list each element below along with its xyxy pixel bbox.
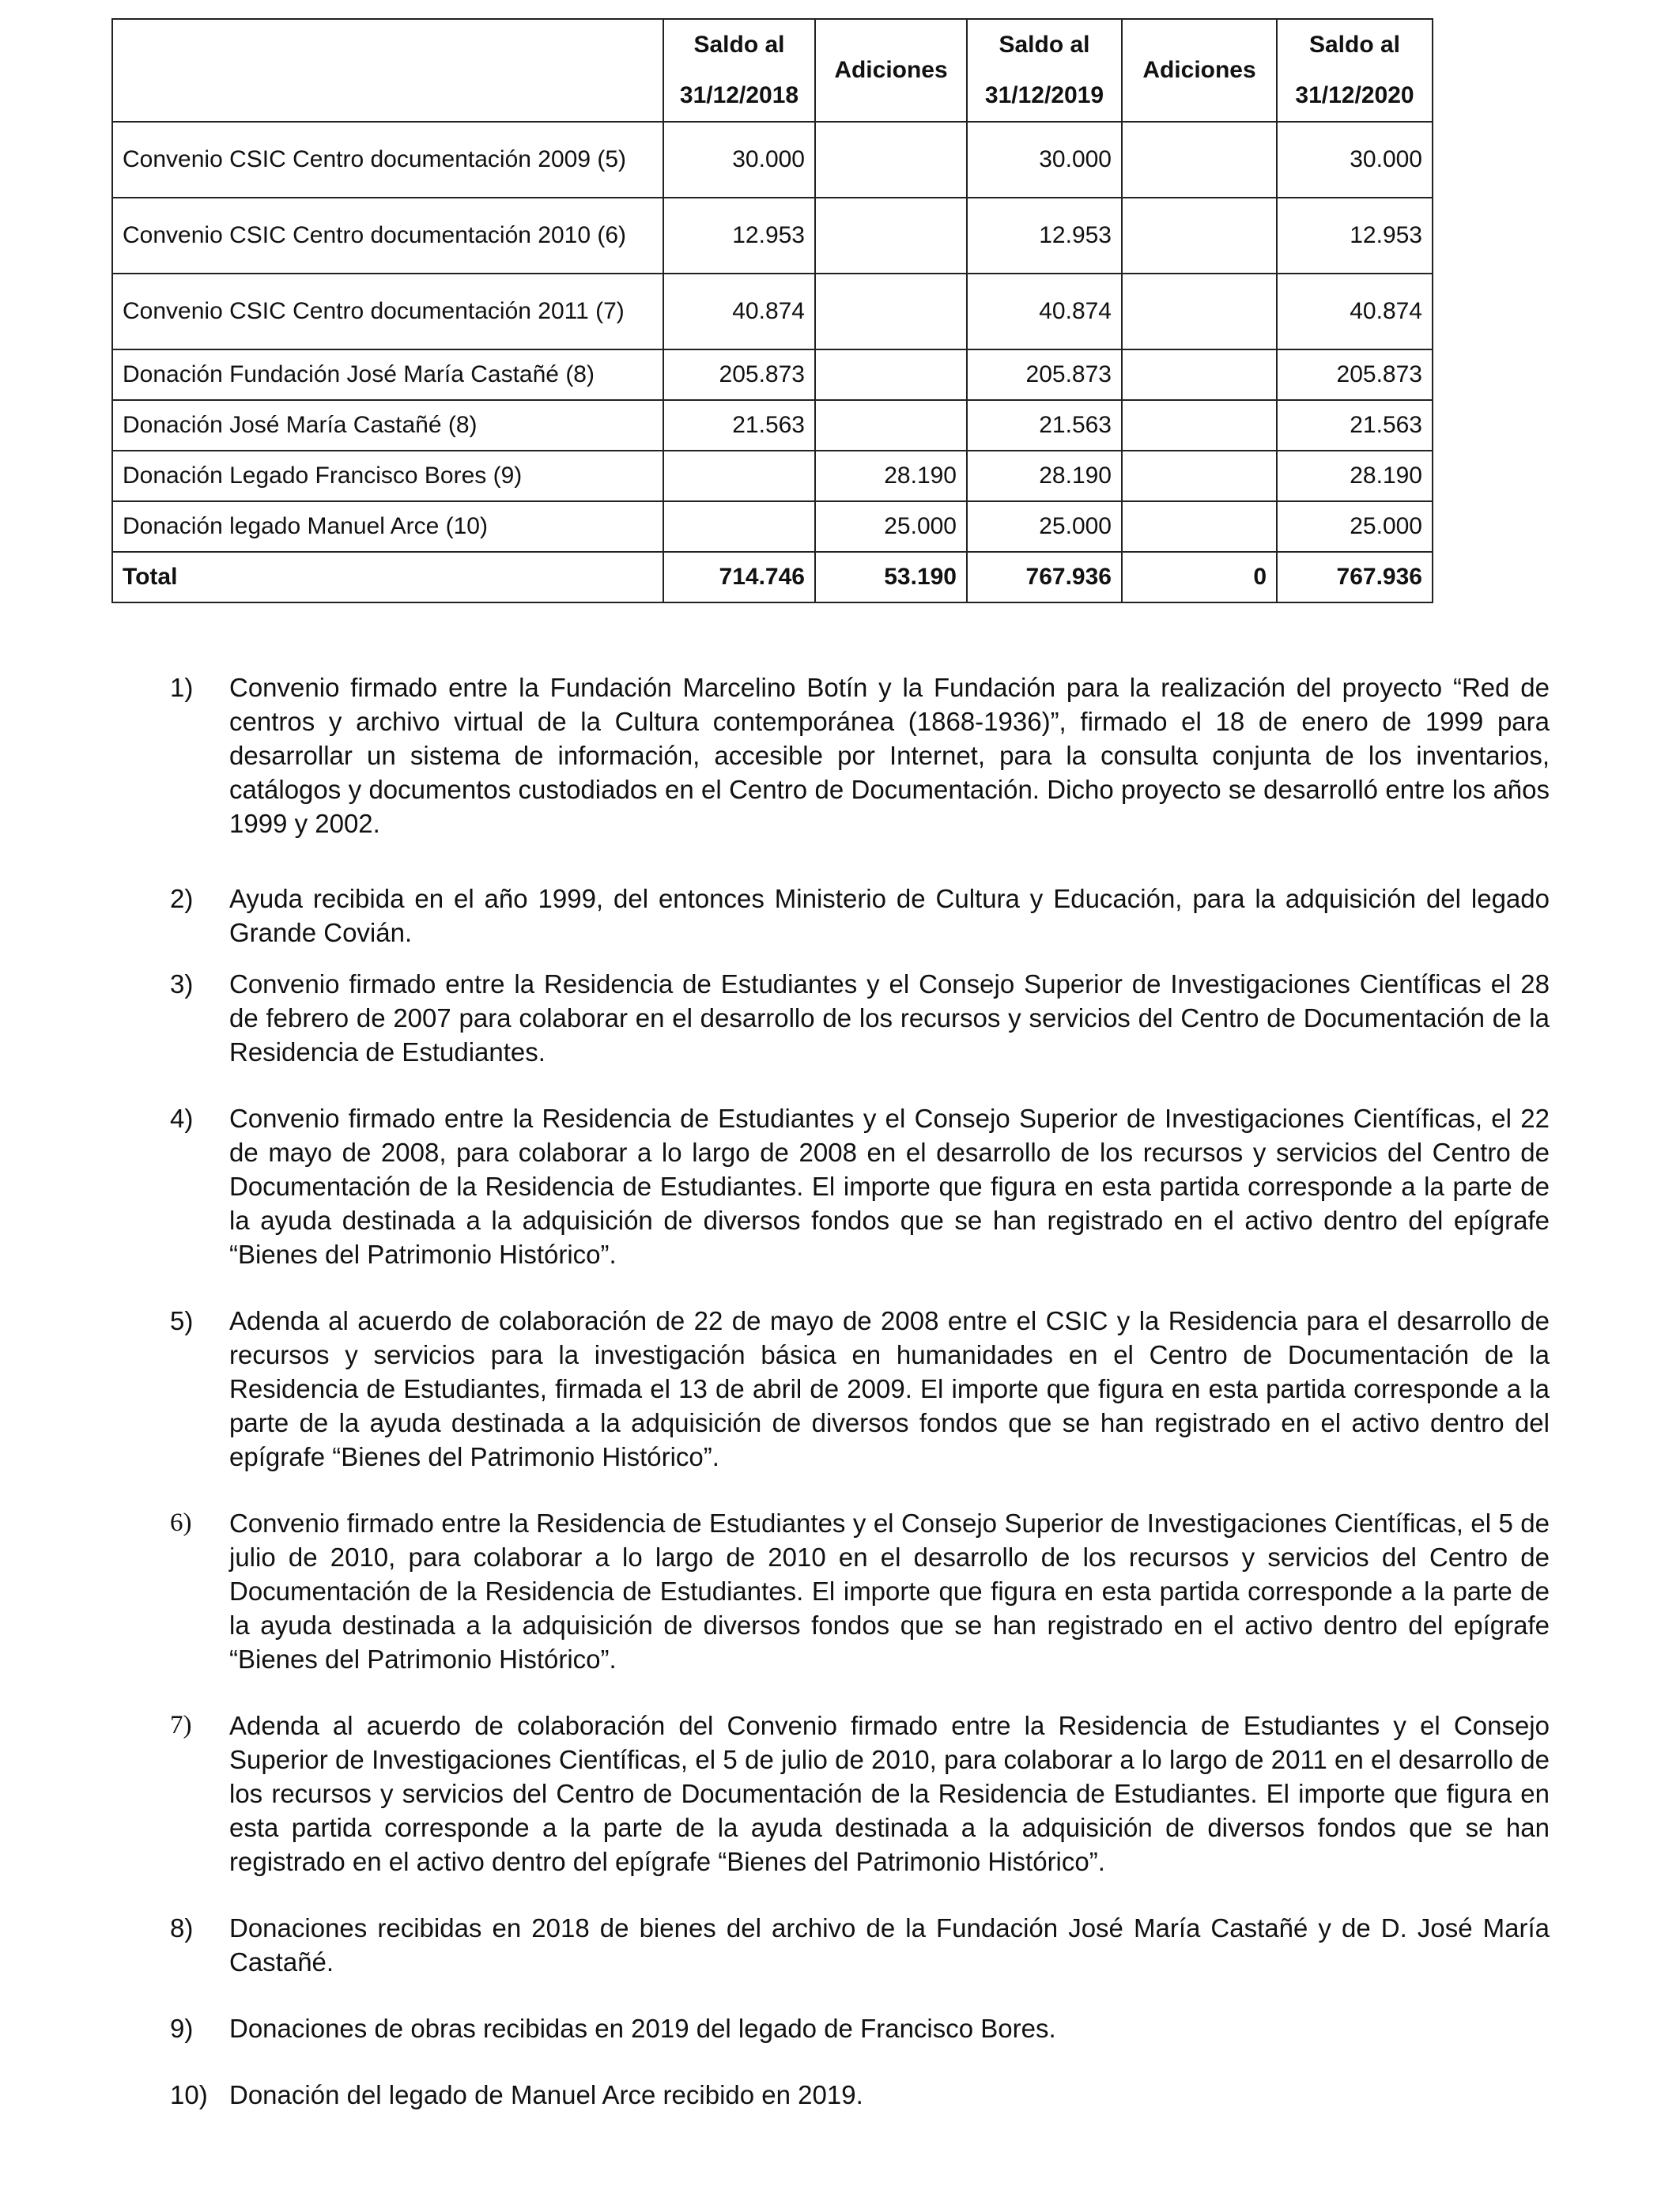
- footnote-number: 2): [170, 884, 194, 913]
- footnote-text: Convenio firmado entre la Residencia de Estudiantes y el Consejo Superior de Investigaciones Científicas, el 22 de mayo de 2008, para colaborar a lo largo de 2008 en el desarrollo de los recursos y servicios del Centro de Documentación de la Residencia de Estudiantes. El importe que figura en esta partida corresponde a la parte de la ayuda destinada a la adquisición de diversos fondos que se han registrado en el activo dentro del epígrafe “Bienes del Patrimonio Histórico”.: [229, 1104, 1550, 1269]
- footnote-number: 6): [170, 1509, 192, 1537]
- cell-adiciones-2020: [1122, 198, 1277, 274]
- header-label-col: [112, 19, 663, 122]
- cell-adiciones-2020: [1122, 400, 1277, 451]
- cell-adiciones-2019: 25.000: [815, 501, 967, 552]
- total-label: Total: [112, 552, 663, 602]
- table-header-row: [112, 19, 1433, 122]
- cell-saldo-2018: 12.953: [663, 198, 815, 274]
- footnote-text: Donaciones de obras recibidas en 2019 del legado de Francisco Bores.: [229, 2014, 1056, 2043]
- footnote-7: [170, 1709, 1550, 1879]
- footnote-9: [170, 2011, 1550, 2045]
- total-saldo-2018: 714.746: [663, 552, 815, 602]
- footnote-number: 7): [170, 1711, 192, 1739]
- header-saldo-2020: Saldo al 31/12/2020: [1277, 19, 1433, 122]
- cell-saldo-2019: 28.190: [967, 451, 1122, 501]
- cell-saldo-2020: 28.190: [1277, 451, 1433, 501]
- table-row: [112, 400, 1433, 451]
- total-adiciones-2020: 0: [1122, 552, 1277, 602]
- footnote-text: Ayuda recibida en el año 1999, del entonces Ministerio de Cultura y Educación, para la adquisición del legado Grande Covián.: [229, 884, 1550, 947]
- cell-adiciones-2019: [815, 349, 967, 400]
- row-label: Donación legado Manuel Arce (10): [112, 501, 663, 552]
- balance-table: [111, 18, 1433, 603]
- footnote-6: [170, 1506, 1550, 1676]
- footnote-10: [170, 2078, 1550, 2112]
- cell-adiciones-2020: [1122, 122, 1277, 198]
- cell-adiciones-2019: [815, 274, 967, 349]
- cell-adiciones-2019: [815, 400, 967, 451]
- footnote-number: 3): [170, 969, 194, 999]
- footnote-2: [170, 882, 1550, 950]
- cell-saldo-2018: 205.873: [663, 349, 815, 400]
- cell-adiciones-2019: [815, 198, 967, 274]
- table-row: [112, 349, 1433, 400]
- header-adiciones-2019: Adiciones: [815, 19, 967, 122]
- cell-adiciones-2019: [815, 122, 967, 198]
- table-row: [112, 122, 1433, 198]
- cell-saldo-2018: 21.563: [663, 400, 815, 451]
- cell-saldo-2020: 30.000: [1277, 122, 1433, 198]
- total-adiciones-2019: 53.190: [815, 552, 967, 602]
- cell-saldo-2018: [663, 451, 815, 501]
- cell-saldo-2019: 40.874: [967, 274, 1122, 349]
- footnote-text: Convenio firmado entre la Residencia de Estudiantes y el Consejo Superior de Investigaciones Científicas el 28 de febrero de 2007 para colaborar en el desarrollo de los recursos y servicios del Centro de Documentación de la Residencia de Estudiantes.: [229, 969, 1550, 1067]
- footnote-number: 10): [170, 2080, 208, 2109]
- cell-saldo-2020: 12.953: [1277, 198, 1433, 274]
- footnote-text: Convenio firmado entre la Fundación Marcelino Botín y la Fundación para la realización del proyecto “Red de centros y archivo virtual de la Cultura contemporánea (1868-1936)”, firmado el 18 de enero de 1999 para desarrollar un sistema de información, accesible por Internet, para la consulta conjunta de los inventarios, catálogos y documentos custodiados en el Centro de Documentación. Dicho proyecto se desarrolló entre los años 1999 y 2002.: [229, 673, 1550, 838]
- table-row: [112, 451, 1433, 501]
- table-total-row: [112, 552, 1433, 602]
- cell-adiciones-2019: 28.190: [815, 451, 967, 501]
- cell-saldo-2019: 205.873: [967, 349, 1122, 400]
- cell-saldo-2020: 25.000: [1277, 501, 1433, 552]
- footnote-8: [170, 1911, 1550, 1979]
- footnote-number: 5): [170, 1306, 194, 1335]
- footnote-text: Convenio firmado entre la Residencia de Estudiantes y el Consejo Superior de Investigaciones Científicas, el 5 de julio de 2010, para colaborar a lo largo de 2010 en el desarrollo de los recursos y servicios del Centro de Documentación de la Residencia de Estudiantes. El importe que figura en esta partida corresponde a la parte de la ayuda destinada a la adquisición de diversos fondos que se han registrado en el activo dentro del epígrafe “Bienes del Patrimonio Histórico”.: [229, 1509, 1550, 1674]
- header-adiciones-2020: Adiciones: [1122, 19, 1277, 122]
- total-saldo-2019: 767.936: [967, 552, 1122, 602]
- cell-saldo-2019: 12.953: [967, 198, 1122, 274]
- footnote-text: Donaciones recibidas en 2018 de bienes del archivo de la Fundación José María Castañé y de D. José María Castañé.: [229, 1913, 1550, 1977]
- footnote-3: [170, 967, 1550, 1069]
- cell-saldo-2020: 205.873: [1277, 349, 1433, 400]
- table-row: [112, 501, 1433, 552]
- row-label: Convenio CSIC Centro documentación 2010 (6): [112, 198, 663, 274]
- row-label: Donación José María Castañé (8): [112, 400, 663, 451]
- total-saldo-2020: 767.936: [1277, 552, 1433, 602]
- footnote-text: Adenda al acuerdo de colaboración de 22 de mayo de 2008 entre el CSIC y la Residencia para el desarrollo de recursos y servicios para la investigación básica en humanidades en el Centro de Documentación de la Residencia de Estudiantes, firmada el 13 de abril de 2009. El importe que figura en esta partida corresponde a la parte de la ayuda destinada a la adquisición de diversos fondos que se han registrado en el activo dentro del epígrafe “Bienes del Patrimonio Histórico”.: [229, 1306, 1550, 1471]
- footnote-number: 4): [170, 1104, 194, 1133]
- cell-adiciones-2020: [1122, 451, 1277, 501]
- cell-saldo-2018: 30.000: [663, 122, 815, 198]
- row-label: Convenio CSIC Centro documentación 2011 (7): [112, 274, 663, 349]
- cell-saldo-2019: 30.000: [967, 122, 1122, 198]
- footnote-number: 1): [170, 673, 194, 702]
- footnote-5: [170, 1304, 1550, 1474]
- table-row: [112, 198, 1433, 274]
- cell-saldo-2018: 40.874: [663, 274, 815, 349]
- row-label: Convenio CSIC Centro documentación 2009 (5): [112, 122, 663, 198]
- row-label: Donación Legado Francisco Bores (9): [112, 451, 663, 501]
- cell-adiciones-2020: [1122, 349, 1277, 400]
- row-label: Donación Fundación José María Castañé (8): [112, 349, 663, 400]
- header-saldo-2018: Saldo al 31/12/2018: [663, 19, 815, 122]
- cell-saldo-2018: [663, 501, 815, 552]
- footnote-number: 8): [170, 1913, 194, 1943]
- cell-saldo-2020: 40.874: [1277, 274, 1433, 349]
- header-saldo-2019: Saldo al 31/12/2019: [967, 19, 1122, 122]
- cell-adiciones-2020: [1122, 274, 1277, 349]
- table-row: [112, 274, 1433, 349]
- footnote-number: 9): [170, 2014, 194, 2043]
- footnotes: [170, 670, 1550, 2112]
- cell-saldo-2019: 21.563: [967, 400, 1122, 451]
- footnote-1: [170, 670, 1550, 840]
- cell-saldo-2020: 21.563: [1277, 400, 1433, 451]
- footnote-text: Donación del legado de Manuel Arce recibido en 2019.: [229, 2080, 863, 2109]
- footnote-4: [170, 1101, 1550, 1271]
- cell-saldo-2019: 25.000: [967, 501, 1122, 552]
- cell-adiciones-2020: [1122, 501, 1277, 552]
- footnote-text: Adenda al acuerdo de colaboración del Convenio firmado entre la Residencia de Estudiantes y el Consejo Superior de Investigaciones Científicas, el 5 de julio de 2010, para colaborar a lo largo de 2011 en el desarrollo de los recursos y servicios del Centro de Documentación de la Residencia de Estudiantes. El importe que figura en esta partida corresponde a la parte de la ayuda destinada a la adquisición de diversos fondos que se han registrado en el activo dentro del epígrafe “Bienes del Patrimonio Histórico”.: [229, 1711, 1550, 1876]
